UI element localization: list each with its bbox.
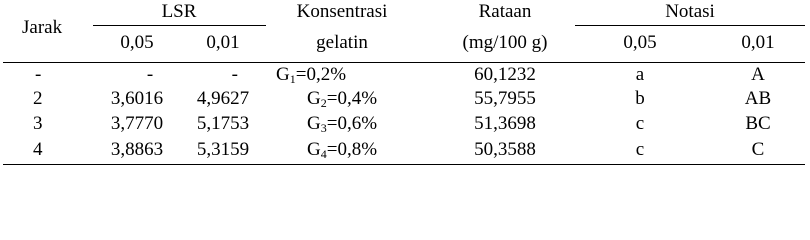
cell-notasi-005: a bbox=[635, 64, 645, 85]
cell-lsr-005: - bbox=[146, 64, 154, 85]
cell-notasi-005: c bbox=[635, 113, 645, 134]
header-gelatin: gelatin bbox=[316, 32, 368, 53]
cell-jarak: 2 bbox=[33, 88, 43, 109]
header-konsentrasi: Konsentrasi bbox=[296, 1, 388, 22]
header-notasi: Notasi bbox=[665, 1, 715, 22]
cell-notasi-005: b bbox=[635, 88, 645, 109]
header-lsr: LSR bbox=[161, 1, 197, 22]
cell-lsr-005: 3,7770 bbox=[110, 113, 164, 134]
cell-rataan: 50,3588 bbox=[474, 139, 536, 160]
cell-lsr-005: 3,8863 bbox=[110, 139, 164, 160]
cell-notasi-005: c bbox=[635, 139, 645, 160]
cell-jarak: 3 bbox=[33, 113, 43, 134]
cell-rataan: 51,3698 bbox=[474, 113, 536, 134]
cell-konsentrasi: $G_3=0,6\%$ bbox=[307, 113, 378, 135]
cell-konsentrasi: $G_2=0,4\%$ bbox=[307, 88, 378, 110]
header-notasi-005: 0,05 bbox=[623, 32, 657, 53]
cell-lsr-001: 5,3159 bbox=[196, 139, 250, 160]
cell-rataan: 55,7955 bbox=[474, 88, 536, 109]
lsr-underline bbox=[93, 25, 266, 26]
cell-lsr-001: 5,1753 bbox=[196, 113, 250, 134]
cell-jarak: 4 bbox=[33, 139, 43, 160]
cell-jarak: - bbox=[35, 64, 42, 85]
cell-rataan: 60,1232 bbox=[474, 64, 536, 85]
header-rataan-unit: (mg/100 g) bbox=[462, 32, 548, 53]
cell-konsentrasi: $G_4=0,8\%$ bbox=[307, 139, 378, 161]
cell-lsr-005: 3,6016 bbox=[110, 88, 164, 109]
cell-notasi-001: A bbox=[751, 64, 765, 85]
header-bottom-rule bbox=[3, 62, 805, 63]
cell-konsentrasi: $G_1=0,2\%$ bbox=[276, 64, 347, 86]
notasi-underline bbox=[575, 25, 805, 26]
cell-notasi-001: BC bbox=[745, 113, 771, 134]
header-lsr-001: 0,01 bbox=[206, 32, 240, 53]
header-lsr-005: 0,05 bbox=[120, 32, 154, 53]
cell-notasi-001: C bbox=[751, 139, 765, 160]
cell-lsr-001: - bbox=[231, 64, 238, 85]
cell-lsr-001: 4,9627 bbox=[196, 88, 250, 109]
header-notasi-001: 0,01 bbox=[741, 32, 775, 53]
table-bottom-rule bbox=[3, 164, 805, 165]
header-rataan: Rataan bbox=[478, 1, 532, 22]
header-jarak: Jarak bbox=[22, 17, 63, 38]
cell-notasi-001: AB bbox=[744, 88, 772, 109]
